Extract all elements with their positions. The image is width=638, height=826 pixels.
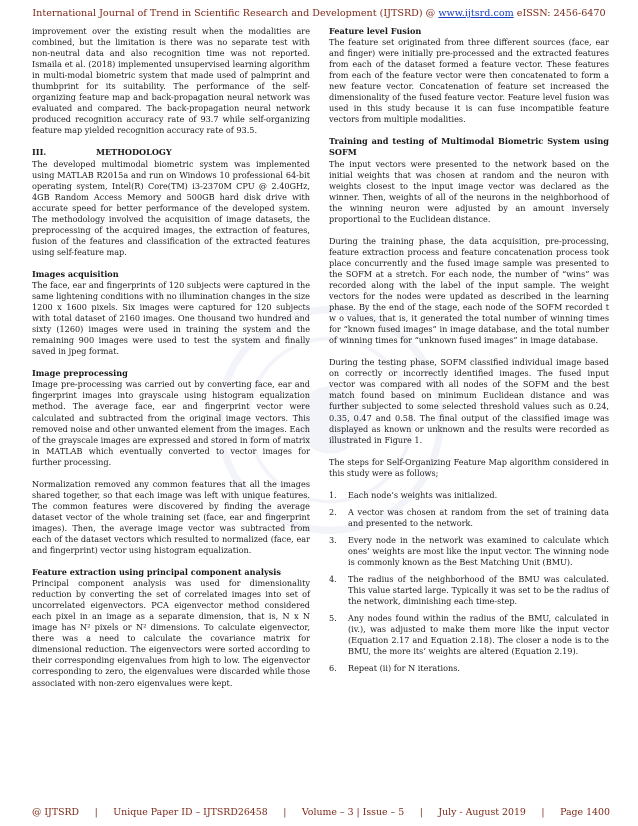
right-column [329, 26, 609, 680]
section-title: METHODOLOGY [96, 147, 172, 158]
paragraph: Normalization removed any common features that all the images shared together, so that each image was left with unique features. The common features were discovered by finding the average dataset vector of the whole training set (face, ear and fingerprint images). Then, the average image vector was subtracted from each of the dataset vectors which resulted to normalized (face, ear and fingerprint) vector using histogram equalization. [32, 478, 310, 556]
journal-title: International Journal of Trend in Scientific Research and Development (IJTSRD) @ [32, 8, 439, 19]
paragraph: The developed multimodal biometric system was implemented using MATLAB R2015a and run on Windows 10 professional 64-bit operating system, Intel(R) Core(TM) i3-2370M CPU @ 2.40GHz, 4GB Random Access Memory and 500GB hard disk drive with accurate speed for better performance of the developed system. The methodology involved the acquisition of image datasets, the preprocessing of the acquired images, the extraction of features, fusion of the features and classification of the extracted features using self-feature map. [32, 158, 310, 257]
step-number: 4. [329, 574, 337, 585]
footer-divider: | [94, 807, 98, 818]
algorithm-steps [329, 490, 609, 675]
step-number: 6. [329, 663, 337, 674]
subsection-heading: Feature level Fusion [329, 26, 422, 36]
paragraph: During the training phase, the data acquisition, pre-processing, feature extraction process and feature concatenation process took place concurrently and the fused image sample was presented to the SOFM at a stretch. For each node, the number of “wins” was recorded along with the label of the input sample. The weight vectors for the nodes were updated as described in the learning phase. By the end of the stage, each node of the SOFM recorded t w o values, that is, it generated the total number of winning times for “known fused images” in image database, and the total number of winning times for “unknown fused images” in image database. [329, 235, 609, 346]
step-text: Any nodes found within the radius of the BMU, calculated in (iv.), was adjusted to make them more like the input vector (Equation 2.17 and Equation 2.18). The closer a node is to the BMU, the more its’ weights are altered (Equation 2.19). [348, 613, 609, 657]
list-item [329, 613, 609, 657]
step-number: 3. [329, 534, 337, 545]
subsection-heading: Image preprocessing [32, 368, 128, 379]
list-item [329, 535, 609, 568]
paragraph: Principal component analysis was used for dimensionality reduction by converting the set of correlated images into set of uncorrelated eigenvectors. PCA eigenvector method considered each pixel in an image as a separate dimension, that is, N x N image has N² pixels or N² dimensions. To calculate eigenvector, there was a need to calculate the covariance matrix for dimensional reduction. The eigenvectors were sorted according to their corresponding eigenvalues from high to low. The eigenvector corresponding to zero, the eigenvalues were discarded while those associated with non-zero eigenvalues were kept. [32, 578, 310, 688]
paragraph: The feature set originated from three different sources (face, ear and finger) were initially pre-processed and the extracted features from each of the dataset formed a feature vector. These features from each of the feature vector were then concatenated to form a new feature vector. Concatenation of feature set increased the dimensionality of the fused feature vector. Feature level fusion was used in this study because it is can fuse incompatible feature vectors from multiple modalities. [329, 37, 609, 125]
subsection-heading: Feature extraction using principal component analysis [32, 567, 281, 578]
step-number: 5. [329, 613, 337, 624]
eissn: eISSN: 2456-6470 [513, 8, 606, 19]
subsection-heading: Training and testing of Multimodal Biometric System using SOFM [329, 136, 609, 158]
footer-journal: @ IJTSRD [32, 807, 80, 818]
step-text: Each node’s weights was initialized. [348, 489, 498, 500]
step-text: The radius of the neighborhood of the BMU was calculated. This value started large. Typically it was set to be the radius of the network, diminishing each time-step. [348, 574, 609, 607]
step-text: Repeat (ii) for N iterations. [348, 663, 460, 674]
paragraph: Image pre-processing was carried out by converting face, ear and fingerprint images into grayscale using histogram equalization method. The average face, ear and fingerprint vector were calculated and subtracted from the original image vectors. This removed noise and other unwanted element from the images. Each of the grayscale images are expressed and stored in form of matrix in MATLAB which eventually converted to vector images for further processing. [32, 379, 310, 467]
footer-divider: | [419, 807, 423, 818]
list-item [329, 663, 609, 674]
page-footer [32, 807, 610, 818]
step-number: 2. [329, 506, 337, 517]
paragraph: During the testing phase, SOFM classified individual image based on correctly or incorrectly identified images. The fused input vector was compared with all nodes of the SOFM and the best match found based on minimum Euclidean distance and was further subjected to some selected threshold values such as 0.24, 0.35, 0.47 and 0.58. The final output of the classified image was displayed as known or unknown and the results were recorded as illustrated in Figure 1. [329, 357, 609, 445]
subsection-heading: Images acquisition [32, 268, 119, 279]
paragraph: The steps for Self-Organizing Feature Map algorithm considered in this study were as follows; [329, 456, 609, 478]
step-text: A vector was chosen at random from the set of training data and presented to the network. [348, 506, 609, 528]
footer-paper-id: Unique Paper ID – IJTSRD26458 [113, 807, 268, 818]
paragraph: improvement over the existing result when the modalities are combined, but the limitation is there was no separate test with non-neutral data and also recognition time was not reported. Ismaila et al. (2018) implemented unsupervised learning algorithm in multi-modal biometric system that made used of palmprint and thumbprint for its suitability. The performance of the self-organizing feature map and back-propagation neural network was evaluated and compared. The back-propagation neural network produced recognition accuracy rate of 93.7 while self-organizing feature map yielded recognition accuracy rate of 93.5. [32, 26, 310, 136]
page-number: Page 1400 [560, 807, 610, 818]
footer-date: July - August 2019 [438, 807, 526, 818]
left-column [32, 26, 310, 700]
section-heading [32, 147, 310, 158]
paragraph: The input vectors were presented to the network based on the initial weights that was chosen at random and the neuron with weights closest to the input image vector was declared as the winner. Then, weights of all of the neurons in the neighborhood of the winning neuron were adjusted by an amount inversely proportional to the Euclidean distance. [329, 158, 609, 224]
footer-divider: | [541, 807, 545, 818]
footer-volume: Volume – 3 | Issue – 5 [301, 807, 405, 818]
list-item [329, 507, 609, 529]
journal-link[interactable]: www.ijtsrd.com [438, 8, 514, 19]
list-item [329, 490, 609, 501]
step-text: Every node in the network was examined to calculate which ones’ weights are most like the input vector. The winning node is commonly known as the Best Matching Unit (BMU). [348, 534, 609, 567]
list-item [329, 574, 609, 607]
footer-divider: | [283, 807, 287, 818]
step-number: 1. [329, 489, 337, 500]
running-header [0, 8, 638, 19]
section-number: III. [32, 147, 47, 158]
paragraph: The face, ear and fingerprints of 120 subjects were captured in the same lightening conditions with no illumination changes in the size 1200 x 1600 pixels. Six images were captured for 120 subjects with total dataset of 2160 images. One thousand two hundred and sixty (1260) images were used in training the system and the remaining 900 images were used to test the system and finally saved in jpeg format. [32, 279, 310, 357]
